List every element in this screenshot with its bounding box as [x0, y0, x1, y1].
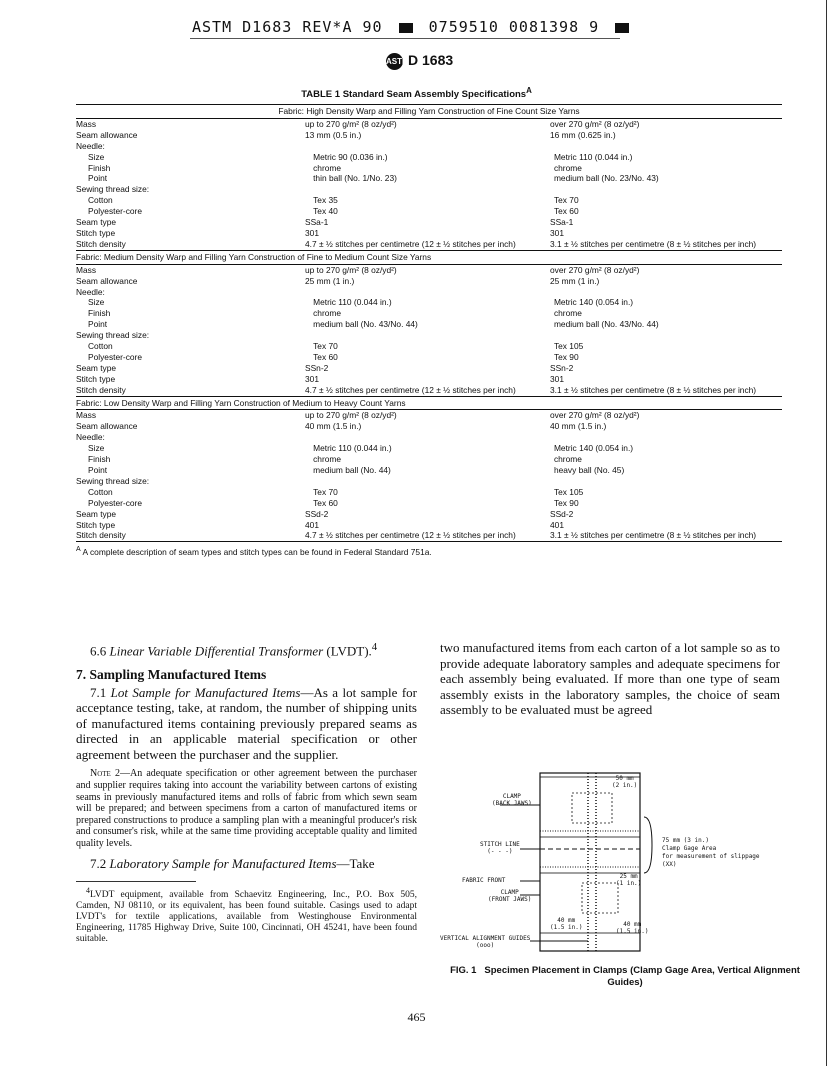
row-label: Needle:	[76, 140, 105, 151]
value-light: chrome	[313, 162, 342, 173]
table-row	[76, 509, 782, 520]
specifications-table	[76, 104, 782, 558]
row-label: Stitch type	[76, 227, 116, 238]
value-heavy: medium ball (No. 23/No. 43)	[553, 173, 659, 184]
row-label: Finish	[88, 308, 111, 319]
value-light: Tex 40	[313, 206, 338, 217]
table-row	[76, 206, 782, 217]
gage-brace	[644, 817, 652, 873]
table-row	[76, 217, 782, 228]
running-header	[192, 18, 635, 36]
label-dim-50: 50 mm (2 in.)	[612, 775, 638, 789]
value-heavy: 3.1 ± ½ stitches per centimetre (8 ± ½ stitches per inch)	[550, 238, 757, 249]
value-heavy: over 270 g/m² (8 oz/yd²)	[550, 410, 640, 421]
table-row	[76, 363, 782, 374]
value-light: 13 mm (0.5 in.)	[305, 129, 362, 140]
row-label: Seam type	[76, 508, 117, 519]
value-heavy: Metric 140 (0.054 in.)	[553, 443, 634, 454]
table-section	[76, 104, 782, 250]
header-left-code: ASTM D1683 REV*A 90	[192, 18, 383, 36]
value-light: SSa-1	[305, 217, 329, 228]
row-label: Polyester-core	[88, 206, 142, 217]
table-row	[76, 119, 782, 130]
table-row	[76, 498, 782, 509]
value-light	[305, 330, 550, 341]
footnote-rule	[76, 881, 196, 882]
scan-edge-line	[826, 0, 827, 1066]
value-light: up to 270 g/m² (8 oz/yd²)	[305, 410, 397, 421]
table-row	[76, 487, 782, 498]
value-heavy	[550, 330, 782, 341]
table-row	[76, 385, 782, 396]
value-heavy: chrome	[553, 162, 582, 173]
table-row	[76, 352, 782, 363]
fabric-heading: Fabric: Low Density Warp and Filling Yarn Construction of Medium to Heavy Count Yarns	[76, 397, 782, 411]
value-heavy: Tex 70	[553, 195, 579, 206]
table-row	[76, 520, 782, 531]
row-label: Size	[88, 151, 105, 162]
table-title-text: TABLE 1 Standard Seam Assembly Specifications	[301, 89, 527, 101]
table-row	[76, 476, 782, 487]
table-row	[76, 530, 782, 541]
value-heavy: 40 mm (1.5 in.)	[550, 421, 607, 432]
value-heavy: heavy ball (No. 45)	[553, 465, 625, 475]
value-heavy	[550, 476, 782, 487]
value-light: chrome	[313, 454, 342, 465]
row-label: Mass	[76, 410, 97, 421]
table-row	[76, 330, 782, 341]
table-row	[76, 195, 782, 206]
row-label: Size	[88, 443, 105, 454]
figure-1	[440, 755, 780, 965]
value-light	[305, 432, 550, 443]
value-light: 4.7 ± ½ stitches per centimetre (12 ± ½ stitches per inch)	[305, 384, 516, 395]
table-title-sup: A	[526, 86, 532, 95]
table-row	[76, 432, 782, 443]
para-title: Linear Variable Differential Transformer	[109, 643, 324, 659]
para-number: 7.2	[90, 855, 107, 871]
row-label: Stitch density	[76, 384, 126, 395]
table-row	[76, 319, 782, 330]
value-light: Tex 35	[313, 195, 338, 206]
label-fabric-front: FABRIC FRONT	[462, 877, 506, 884]
value-heavy: SSd-2	[550, 508, 574, 519]
row-label: Polyester-core	[88, 351, 142, 362]
value-heavy	[550, 287, 782, 298]
row-label: Cotton	[88, 195, 113, 206]
table-row	[76, 152, 782, 163]
row-label: Size	[88, 297, 105, 308]
table-row	[76, 410, 782, 421]
value-light: 40 mm (1.5 in.)	[305, 421, 362, 432]
row-label: Seam type	[76, 362, 117, 373]
value-heavy: 301	[550, 227, 564, 238]
section-7-2	[76, 856, 417, 872]
value-light: Tex 70	[313, 486, 338, 497]
value-light: 301	[305, 373, 319, 384]
value-light: medium ball (No. 43/No. 44)	[313, 319, 418, 330]
back-jaw-area	[572, 793, 612, 823]
table-row	[76, 265, 782, 276]
value-heavy: 401	[550, 519, 564, 530]
footnote-4	[76, 885, 417, 945]
table-footnote-mark: A	[76, 546, 81, 554]
value-light: chrome	[313, 308, 342, 319]
value-heavy: SSa-1	[550, 217, 574, 228]
para-text: —Take	[336, 855, 375, 871]
value-heavy: Metric 110 (0.044 in.)	[553, 151, 633, 162]
value-heavy: Tex 105	[553, 486, 584, 497]
label-gage-note: 75 mm (3 in.) Clamp Gage Area for measurement of slippage (XX)	[662, 837, 760, 868]
section-6-6	[76, 640, 417, 659]
row-label: Sewing thread size:	[76, 330, 150, 341]
section-heading: 7. Sampling Manufactured Items	[76, 666, 267, 682]
row-label: Seam type	[76, 217, 117, 228]
table-row	[76, 465, 782, 476]
table-row	[76, 173, 782, 184]
note-label: Note 2	[90, 768, 120, 780]
value-heavy: 25 mm (1 in.)	[550, 275, 600, 286]
footnote-ref: 4	[371, 641, 378, 653]
para-continued: two manufactured items from each carton of a lot sample so as to provide adequate laboratory samples and adequate specimens for each assembly being evaluated. If more than one type of seam assembly exists in the laboratory samples, the choice of seam assembly to be evaluated must be agreed	[440, 640, 780, 718]
value-light: medium ball (No. 44)	[313, 465, 391, 475]
row-label: Cotton	[88, 486, 113, 497]
row-label: Stitch type	[76, 519, 116, 530]
figure-caption-text: Specimen Placement in Clamps (Clamp Gage Area, Vertical Alignment Guides)	[484, 965, 800, 988]
para-abbrev: (LVDT).	[326, 643, 372, 659]
value-heavy: chrome	[553, 308, 582, 319]
table-row	[76, 163, 782, 174]
value-heavy	[550, 141, 782, 152]
value-light	[305, 476, 550, 487]
row-label: Sewing thread size:	[76, 475, 150, 486]
value-heavy: 3.1 ± ½ stitches per centimetre (8 ± ½ stitches per inch)	[550, 530, 757, 541]
label-clamp-back: CLAMP (BACK JAWS)	[492, 793, 532, 807]
value-heavy	[550, 184, 782, 195]
value-heavy: 301	[550, 373, 564, 384]
table-row	[76, 287, 782, 298]
para-number: 7.1	[90, 684, 107, 700]
value-heavy	[550, 432, 782, 443]
table-row	[76, 239, 782, 250]
footnote-mark: 4	[86, 886, 90, 896]
value-light	[305, 141, 550, 152]
value-heavy: Tex 90	[553, 497, 579, 508]
value-heavy: over 270 g/m² (8 oz/yd²)	[550, 118, 640, 129]
row-label: Mass	[76, 118, 97, 129]
label-clamp-front: CLAMP (FRONT JAWS)	[488, 889, 532, 903]
note-2	[76, 768, 417, 849]
row-label: Cotton	[88, 341, 113, 352]
row-label: Seam allowance	[76, 275, 138, 286]
label-dim-40b: 40 mm (1.5 in.)	[616, 921, 649, 935]
table-row	[76, 374, 782, 385]
table-footnote	[76, 541, 782, 558]
value-light: Tex 60	[313, 497, 338, 508]
value-heavy: Tex 60	[553, 206, 579, 217]
table-row	[76, 184, 782, 195]
table-row	[76, 443, 782, 454]
footnote-text: LVDT equipment, available from Schaevitz Engineering, Inc., P.O. Box 505, Camden, NJ 08110, or its equivalent, has been found suitable. Casings used to adapt LVDT's for textile applications, available from Westinghouse Environmental Engineering, 11785 Highway Drive, Suite 100, Cincinnati, OH 45241, have been found suitable.	[76, 890, 417, 945]
para-number: 6.6	[90, 643, 107, 659]
row-label: Polyester-core	[88, 497, 142, 508]
table-footnote-text: A complete description of seam types and stitch types can be found in Federal Standard 751a.	[82, 547, 432, 558]
value-light: up to 270 g/m² (8 oz/yd²)	[305, 264, 397, 275]
value-light: thin ball (No. 1/No. 23)	[313, 173, 397, 184]
header-rule	[190, 38, 620, 39]
row-label: Seam allowance	[76, 421, 138, 432]
value-light: SSd-2	[305, 508, 329, 519]
row-label: Needle:	[76, 432, 105, 443]
value-light	[305, 287, 550, 298]
row-label: Point	[88, 465, 108, 475]
row-label: Needle:	[76, 286, 105, 297]
table-section	[76, 250, 782, 396]
table-row	[76, 141, 782, 152]
figure-number: FIG. 1	[450, 965, 477, 976]
astm-logo-icon: ASTM	[386, 53, 403, 70]
value-heavy: SSn-2	[550, 362, 574, 373]
header-block-mark	[615, 23, 629, 33]
value-light: Tex 70	[313, 341, 338, 352]
value-light: up to 270 g/m² (8 oz/yd²)	[305, 118, 397, 129]
row-label: Point	[88, 319, 108, 330]
label-stitch-line: STITCH LINE (- - -)	[480, 841, 520, 855]
header-right-code: 0759510 0081398 9	[428, 18, 600, 36]
value-heavy: over 270 g/m² (8 oz/yd²)	[550, 264, 640, 275]
value-heavy: 3.1 ± ½ stitches per centimetre (8 ± ½ stitches per inch)	[550, 384, 757, 395]
value-light: 25 mm (1 in.)	[305, 275, 355, 286]
row-label: Finish	[88, 162, 111, 173]
para-title: Laboratory Sample for Manufactured Items	[109, 855, 337, 871]
value-light: SSn-2	[305, 362, 329, 373]
row-label: Stitch density	[76, 530, 126, 541]
table-row	[76, 130, 782, 141]
value-heavy: medium ball (No. 43/No. 44)	[553, 319, 659, 330]
value-light: Metric 110 (0.044 in.)	[313, 297, 392, 308]
table-row	[76, 276, 782, 287]
row-label: Stitch type	[76, 373, 116, 384]
table-row	[76, 421, 782, 432]
table-row	[76, 454, 782, 465]
value-light: Metric 110 (0.044 in.)	[313, 443, 392, 454]
row-label: Finish	[88, 454, 111, 465]
left-column	[76, 640, 417, 945]
label-vertical-guides: VERTICAL ALIGNMENT GUIDES (ooo)	[440, 935, 531, 949]
row-label: Stitch density	[76, 238, 126, 249]
table-row	[76, 341, 782, 352]
fabric-heading: Fabric: Medium Density Warp and Filling Yarn Construction of Fine to Medium Count Size Yarns	[76, 251, 782, 265]
para-title: Lot Sample for Manufactured Items	[110, 684, 301, 700]
value-heavy: Tex 90	[553, 351, 579, 362]
designation	[386, 52, 453, 70]
value-heavy: chrome	[553, 454, 582, 465]
value-heavy: Metric 140 (0.054 in.)	[553, 297, 634, 308]
value-light: 301	[305, 227, 319, 238]
row-label: Point	[88, 173, 108, 184]
para-text: —As a lot sample for acceptance testing, take, at random, the number of shipping units of manufactured items containing previously prepared seams as directed in an applicable material specification or other agreement between the purchaser and the supplier.	[76, 684, 418, 762]
value-light	[305, 184, 550, 195]
row-label: Seam allowance	[76, 129, 138, 140]
table-section	[76, 396, 782, 542]
table-row	[76, 297, 782, 308]
label-dim-25: 25 mm (1 in.)	[616, 873, 642, 887]
table-title	[0, 86, 833, 100]
header-block-mark	[399, 23, 413, 33]
page-number: 465	[407, 1010, 426, 1024]
value-heavy: Tex 105	[553, 341, 584, 352]
note-text: —An adequate specification or other agreement between the purchaser and supplier requires taking into account the variability between cartons of existing seams in previously manufactured items and rolls of fabric from which sewn seam will be prepared; and between specimens from a carton of manufactured items or prepared constructions to produce a sampling plan with a meaningful producer's risk and consumer's risk, while at the same time providing acceptable quality and limited quality levels.	[76, 768, 417, 850]
table-row	[76, 228, 782, 239]
value-light: 401	[305, 519, 319, 530]
value-light: 4.7 ± ½ stitches per centimetre (12 ± ½ stitches per inch)	[305, 238, 516, 249]
row-label: Sewing thread size:	[76, 184, 150, 195]
value-heavy: 16 mm (0.625 in.)	[550, 129, 616, 140]
right-column	[440, 640, 780, 718]
figure-caption	[440, 965, 810, 989]
value-light: Tex 60	[313, 351, 338, 362]
section-7-1	[76, 685, 417, 763]
table-row	[76, 308, 782, 319]
value-light: 4.7 ± ½ stitches per centimetre (12 ± ½ stitches per inch)	[305, 530, 516, 541]
fabric-heading: Fabric: High Density Warp and Filling Yarn Construction of Fine Count Size Yarns	[76, 105, 782, 119]
value-light: Metric 90 (0.036 in.)	[313, 151, 388, 162]
label-dim-40a: 40 mm (1.5 in.)	[550, 917, 583, 931]
row-label: Mass	[76, 264, 97, 275]
designation-number: D 1683	[408, 52, 454, 68]
